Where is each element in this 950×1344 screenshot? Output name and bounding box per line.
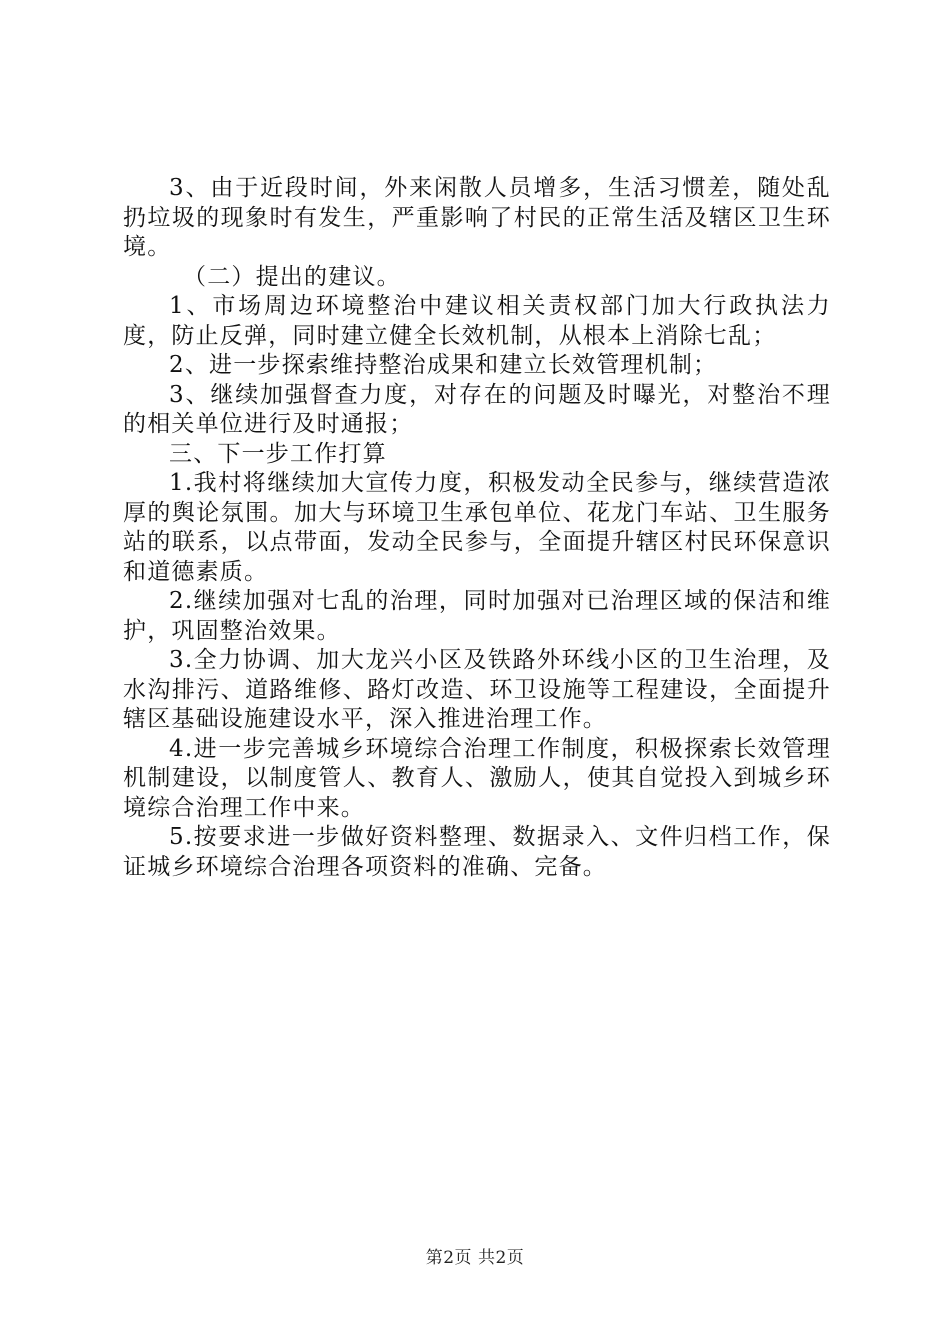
paragraph-suggestion-2: 2、进一步探索维持整治成果和建立长效管理机制； bbox=[169, 352, 718, 378]
paragraph-plan-1: 1.我村将继续加大宣传力度，积极发动全民参与，继续营造浓厚的舆论氛围。加大与环境卫生承包单位、花龙门车站、卫生服务站的联系，以点带面，发动全民参与，全面提升辖区村民环保意识和道德素质。 bbox=[123, 470, 831, 585]
section-heading-suggestions: （二）提出的建议。 bbox=[183, 263, 401, 290]
paragraph-plan-4: 4.进一步完善城乡环境综合治理工作制度，积极探索长效管理机制建设，以制度管人、教育人、激励人，使其自觉投入到城乡环境综合治理工作中来。 bbox=[123, 735, 831, 821]
document-body bbox=[123, 174, 831, 882]
paragraph-plan-3: 3.全力协调、加大龙兴小区及铁路外环线小区的卫生治理，及水沟排污、道路维修、路灯改造、环卫设施等工程建设，全面提升辖区基础设施建设水平，深入推进治理工作。 bbox=[123, 647, 831, 732]
page-number-footer: 第2页 共2页 bbox=[425, 1248, 525, 1268]
paragraph-suggestion-3: 3、继续加强督查力度，对存在的问题及时曝光，对整治不理的相关单位进行及时通报； bbox=[123, 381, 831, 437]
paragraph-plan-2: 2.继续加强对七乱的治理，同时加强对已治理区域的保洁和维护，巩固整治效果。 bbox=[123, 588, 831, 644]
paragraph-plan-5: 5.按要求进一步做好资料整理、数据录入、文件归档工作，保证城乡环境综合治理各项资料的准确、完备。 bbox=[123, 824, 831, 880]
paragraph-suggestion-1: 1、市场周边环境整治中建议相关责权部门加大行政执法力度，防止反弹，同时建立健全长效机制，从根本上消除七乱； bbox=[123, 293, 831, 349]
paragraph-point-3-issue: 3、由于近段时间，外来闲散人员增多，生活习惯差，随处乱扔垃圾的现象时有发生，严重影响了村民的正常生活及辖区卫生环境。 bbox=[123, 175, 831, 260]
section-heading-next-steps: 三、下一步工作打算 bbox=[169, 440, 387, 467]
